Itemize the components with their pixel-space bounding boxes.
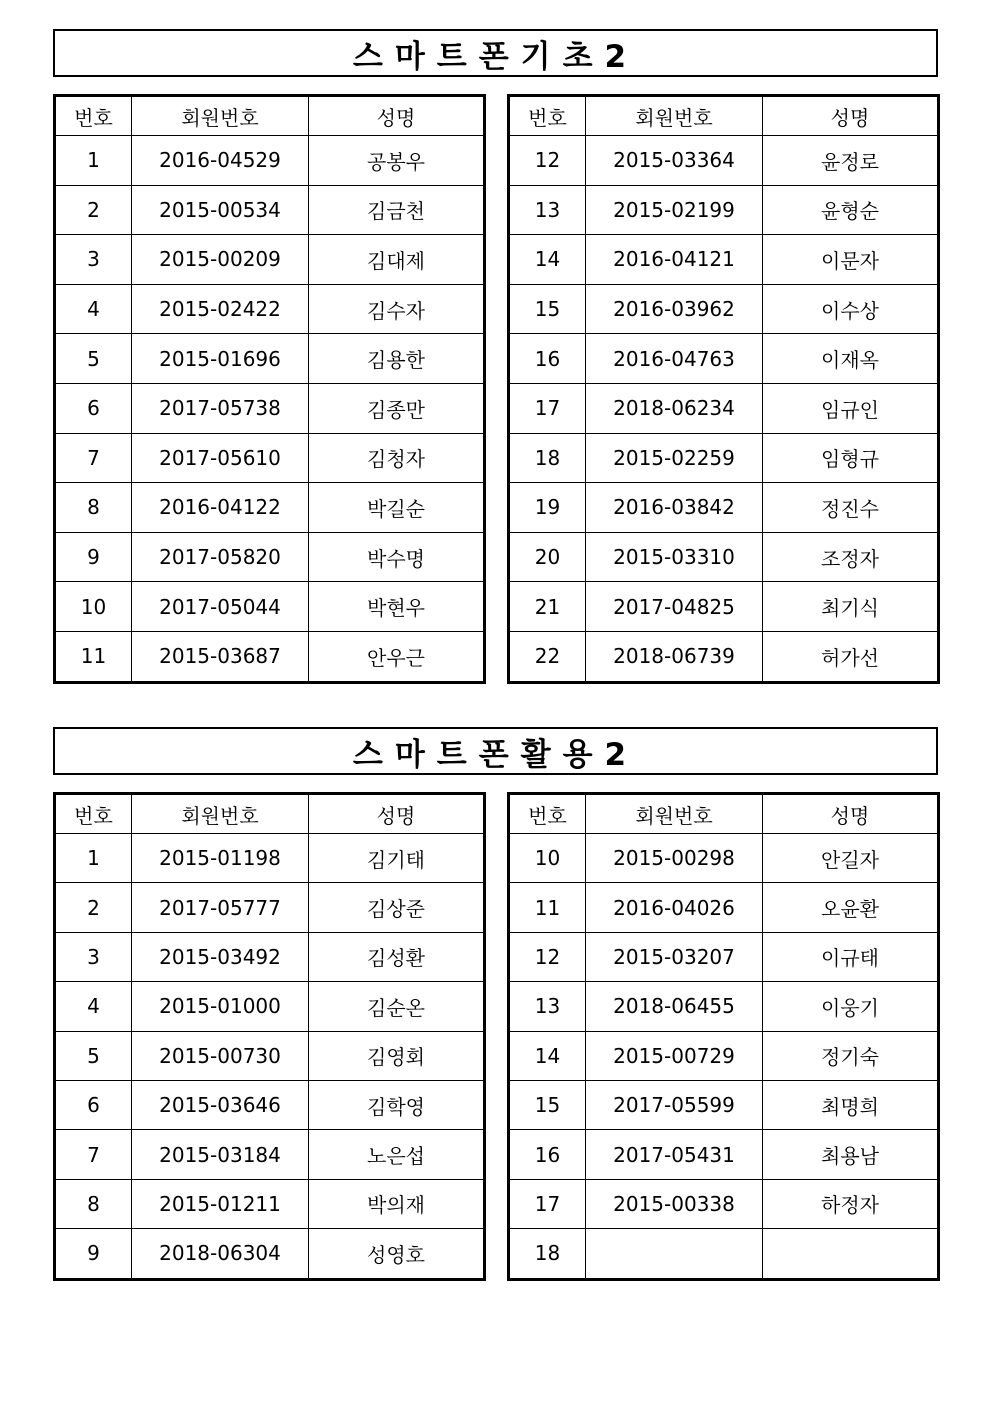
cell-no: 4 <box>55 982 132 1031</box>
cell-name: 김성환 <box>309 932 485 981</box>
cell-member-id: 2015-01198 <box>132 834 309 883</box>
cell-name: 박길순 <box>309 483 485 533</box>
cell-member-id: 2015-03310 <box>586 532 763 582</box>
header-no: 번호 <box>55 794 132 834</box>
cell-member-id: 2015-03207 <box>586 932 763 981</box>
cell-name: 하정자 <box>763 1179 939 1228</box>
roster-table-left <box>53 792 486 1281</box>
cell-no: 8 <box>55 483 132 533</box>
header-no: 번호 <box>509 794 586 834</box>
cell-name: 김영회 <box>309 1031 485 1080</box>
cell-member-id: 2015-00338 <box>586 1179 763 1228</box>
table-row <box>55 1080 485 1129</box>
cell-member-id: 2015-00298 <box>586 834 763 883</box>
cell-name: 박현우 <box>309 582 485 632</box>
cell-no: 14 <box>509 235 586 285</box>
table-row <box>55 1179 485 1228</box>
table-row <box>55 1130 485 1179</box>
cell-member-id: 2018-06304 <box>132 1229 309 1279</box>
table-row <box>509 284 939 334</box>
cell-no: 3 <box>55 235 132 285</box>
cell-name: 이재옥 <box>763 334 939 384</box>
cell-name: 최명희 <box>763 1080 939 1129</box>
table-row <box>509 483 939 533</box>
cell-no: 13 <box>509 185 586 235</box>
cell-no: 8 <box>55 1179 132 1228</box>
table-row <box>55 834 485 883</box>
cell-member-id: 2016-03962 <box>586 284 763 334</box>
table-row <box>55 532 485 582</box>
table-row <box>55 136 485 186</box>
cell-name: 조정자 <box>763 532 939 582</box>
header-member-id: 회원번호 <box>132 794 309 834</box>
header-no: 번호 <box>509 96 586 136</box>
cell-no: 19 <box>509 483 586 533</box>
cell-member-id: 2017-05610 <box>132 433 309 483</box>
cell-no: 18 <box>509 1229 586 1279</box>
cell-no: 3 <box>55 932 132 981</box>
roster-table-right <box>507 792 940 1281</box>
cell-name: 김용한 <box>309 334 485 384</box>
cell-name: 박수명 <box>309 532 485 582</box>
cell-member-id: 2015-02199 <box>586 185 763 235</box>
cell-no: 1 <box>55 136 132 186</box>
header-member-id: 회원번호 <box>586 794 763 834</box>
table-row <box>509 235 939 285</box>
cell-member-id: 2017-05599 <box>586 1080 763 1129</box>
cell-no: 22 <box>509 631 586 682</box>
table-header-row <box>55 794 485 834</box>
cell-member-id: 2016-04529 <box>132 136 309 186</box>
cell-name: 노은섭 <box>309 1130 485 1179</box>
cell-name: 이규태 <box>763 932 939 981</box>
header-name: 성명 <box>309 794 485 834</box>
cell-member-id: 2016-04121 <box>586 235 763 285</box>
cell-name: 김기태 <box>309 834 485 883</box>
table-row <box>55 334 485 384</box>
cell-no: 7 <box>55 1130 132 1179</box>
section-title: 스마트폰활용2 <box>53 727 938 775</box>
table-row <box>509 1080 939 1129</box>
table-row <box>55 631 485 682</box>
cell-no: 6 <box>55 383 132 433</box>
table-row <box>55 483 485 533</box>
header-name: 성명 <box>309 96 485 136</box>
cell-no: 5 <box>55 1031 132 1080</box>
cell-no: 17 <box>509 1179 586 1228</box>
table-row <box>509 185 939 235</box>
cell-member-id: 2016-04122 <box>132 483 309 533</box>
cell-member-id: 2015-01000 <box>132 982 309 1031</box>
cell-no: 2 <box>55 883 132 932</box>
cell-member-id: 2016-03842 <box>586 483 763 533</box>
header-name: 성명 <box>763 794 939 834</box>
cell-name: 성영호 <box>309 1229 485 1279</box>
roster-table-right <box>507 94 940 684</box>
table-row <box>509 1179 939 1228</box>
cell-name <box>763 1229 939 1279</box>
header-name: 성명 <box>763 96 939 136</box>
cell-member-id: 2015-02259 <box>586 433 763 483</box>
cell-name: 임형규 <box>763 433 939 483</box>
table-row <box>509 383 939 433</box>
cell-member-id: 2015-03646 <box>132 1080 309 1129</box>
cell-member-id: 2015-00534 <box>132 185 309 235</box>
table-row <box>509 834 939 883</box>
cell-member-id: 2015-01211 <box>132 1179 309 1228</box>
table-row <box>509 883 939 932</box>
cell-name: 김종만 <box>309 383 485 433</box>
table-row <box>509 631 939 682</box>
table-row <box>55 582 485 632</box>
cell-member-id: 2017-04825 <box>586 582 763 632</box>
cell-member-id: 2018-06739 <box>586 631 763 682</box>
cell-name: 김순온 <box>309 982 485 1031</box>
table-row <box>55 982 485 1031</box>
cell-member-id: 2015-01696 <box>132 334 309 384</box>
cell-name: 이수상 <box>763 284 939 334</box>
cell-no: 11 <box>509 883 586 932</box>
cell-no: 21 <box>509 582 586 632</box>
cell-no: 7 <box>55 433 132 483</box>
table-row <box>509 1130 939 1179</box>
table-row <box>55 284 485 334</box>
cell-no: 1 <box>55 834 132 883</box>
cell-member-id: 2015-03492 <box>132 932 309 981</box>
cell-member-id: 2016-04763 <box>586 334 763 384</box>
cell-name: 이웅기 <box>763 982 939 1031</box>
table-row <box>509 136 939 186</box>
cell-no: 10 <box>509 834 586 883</box>
cell-no: 18 <box>509 433 586 483</box>
cell-member-id: 2015-03364 <box>586 136 763 186</box>
cell-no: 16 <box>509 334 586 384</box>
cell-name: 김대제 <box>309 235 485 285</box>
cell-name: 김상준 <box>309 883 485 932</box>
cell-member-id: 2016-04026 <box>586 883 763 932</box>
cell-name: 정기숙 <box>763 1031 939 1080</box>
cell-member-id: 2017-05777 <box>132 883 309 932</box>
table-row <box>55 185 485 235</box>
cell-member-id: 2015-00729 <box>586 1031 763 1080</box>
cell-name: 김학영 <box>309 1080 485 1129</box>
cell-no: 16 <box>509 1130 586 1179</box>
cell-name: 박의재 <box>309 1179 485 1228</box>
cell-member-id <box>586 1229 763 1279</box>
table-row <box>509 532 939 582</box>
table-row <box>55 932 485 981</box>
cell-member-id: 2018-06455 <box>586 982 763 1031</box>
cell-member-id: 2015-03687 <box>132 631 309 682</box>
cell-no: 11 <box>55 631 132 682</box>
table-row <box>55 235 485 285</box>
cell-name: 최기식 <box>763 582 939 632</box>
table-header-row <box>55 96 485 136</box>
cell-no: 12 <box>509 136 586 186</box>
cell-member-id: 2017-05431 <box>586 1130 763 1179</box>
cell-name: 허가선 <box>763 631 939 682</box>
cell-name: 김금천 <box>309 185 485 235</box>
cell-name: 공봉우 <box>309 136 485 186</box>
table-row <box>509 334 939 384</box>
header-member-id: 회원번호 <box>586 96 763 136</box>
cell-name: 오윤환 <box>763 883 939 932</box>
cell-no: 9 <box>55 1229 132 1279</box>
table-row <box>55 433 485 483</box>
cell-no: 6 <box>55 1080 132 1129</box>
cell-no: 2 <box>55 185 132 235</box>
cell-no: 15 <box>509 1080 586 1129</box>
cell-no: 14 <box>509 1031 586 1080</box>
cell-no: 10 <box>55 582 132 632</box>
cell-name: 안길자 <box>763 834 939 883</box>
cell-no: 13 <box>509 982 586 1031</box>
table-row <box>55 1229 485 1279</box>
table-row <box>509 582 939 632</box>
cell-no: 20 <box>509 532 586 582</box>
cell-member-id: 2015-03184 <box>132 1130 309 1179</box>
table-row <box>509 1229 939 1279</box>
cell-name: 이문자 <box>763 235 939 285</box>
cell-no: 17 <box>509 383 586 433</box>
table-row <box>55 883 485 932</box>
cell-member-id: 2017-05044 <box>132 582 309 632</box>
header-no: 번호 <box>55 96 132 136</box>
table-row <box>509 1031 939 1080</box>
table-row <box>55 383 485 433</box>
table-row <box>509 932 939 981</box>
cell-name: 임규인 <box>763 383 939 433</box>
cell-member-id: 2015-00209 <box>132 235 309 285</box>
cell-name: 안우근 <box>309 631 485 682</box>
cell-name: 윤형순 <box>763 185 939 235</box>
cell-member-id: 2017-05820 <box>132 532 309 582</box>
cell-member-id: 2017-05738 <box>132 383 309 433</box>
table-row <box>55 1031 485 1080</box>
cell-name: 김청자 <box>309 433 485 483</box>
table-row <box>509 982 939 1031</box>
cell-name: 김수자 <box>309 284 485 334</box>
cell-no: 5 <box>55 334 132 384</box>
cell-member-id: 2015-00730 <box>132 1031 309 1080</box>
cell-name: 윤정로 <box>763 136 939 186</box>
cell-member-id: 2018-06234 <box>586 383 763 433</box>
roster-table-left <box>53 94 486 684</box>
cell-name: 최용남 <box>763 1130 939 1179</box>
cell-no: 15 <box>509 284 586 334</box>
cell-no: 9 <box>55 532 132 582</box>
header-member-id: 회원번호 <box>132 96 309 136</box>
table-row <box>509 433 939 483</box>
cell-member-id: 2015-02422 <box>132 284 309 334</box>
cell-no: 4 <box>55 284 132 334</box>
table-header-row <box>509 96 939 136</box>
cell-name: 정진수 <box>763 483 939 533</box>
table-header-row <box>509 794 939 834</box>
section-title: 스마트폰기초2 <box>53 29 938 77</box>
cell-no: 12 <box>509 932 586 981</box>
